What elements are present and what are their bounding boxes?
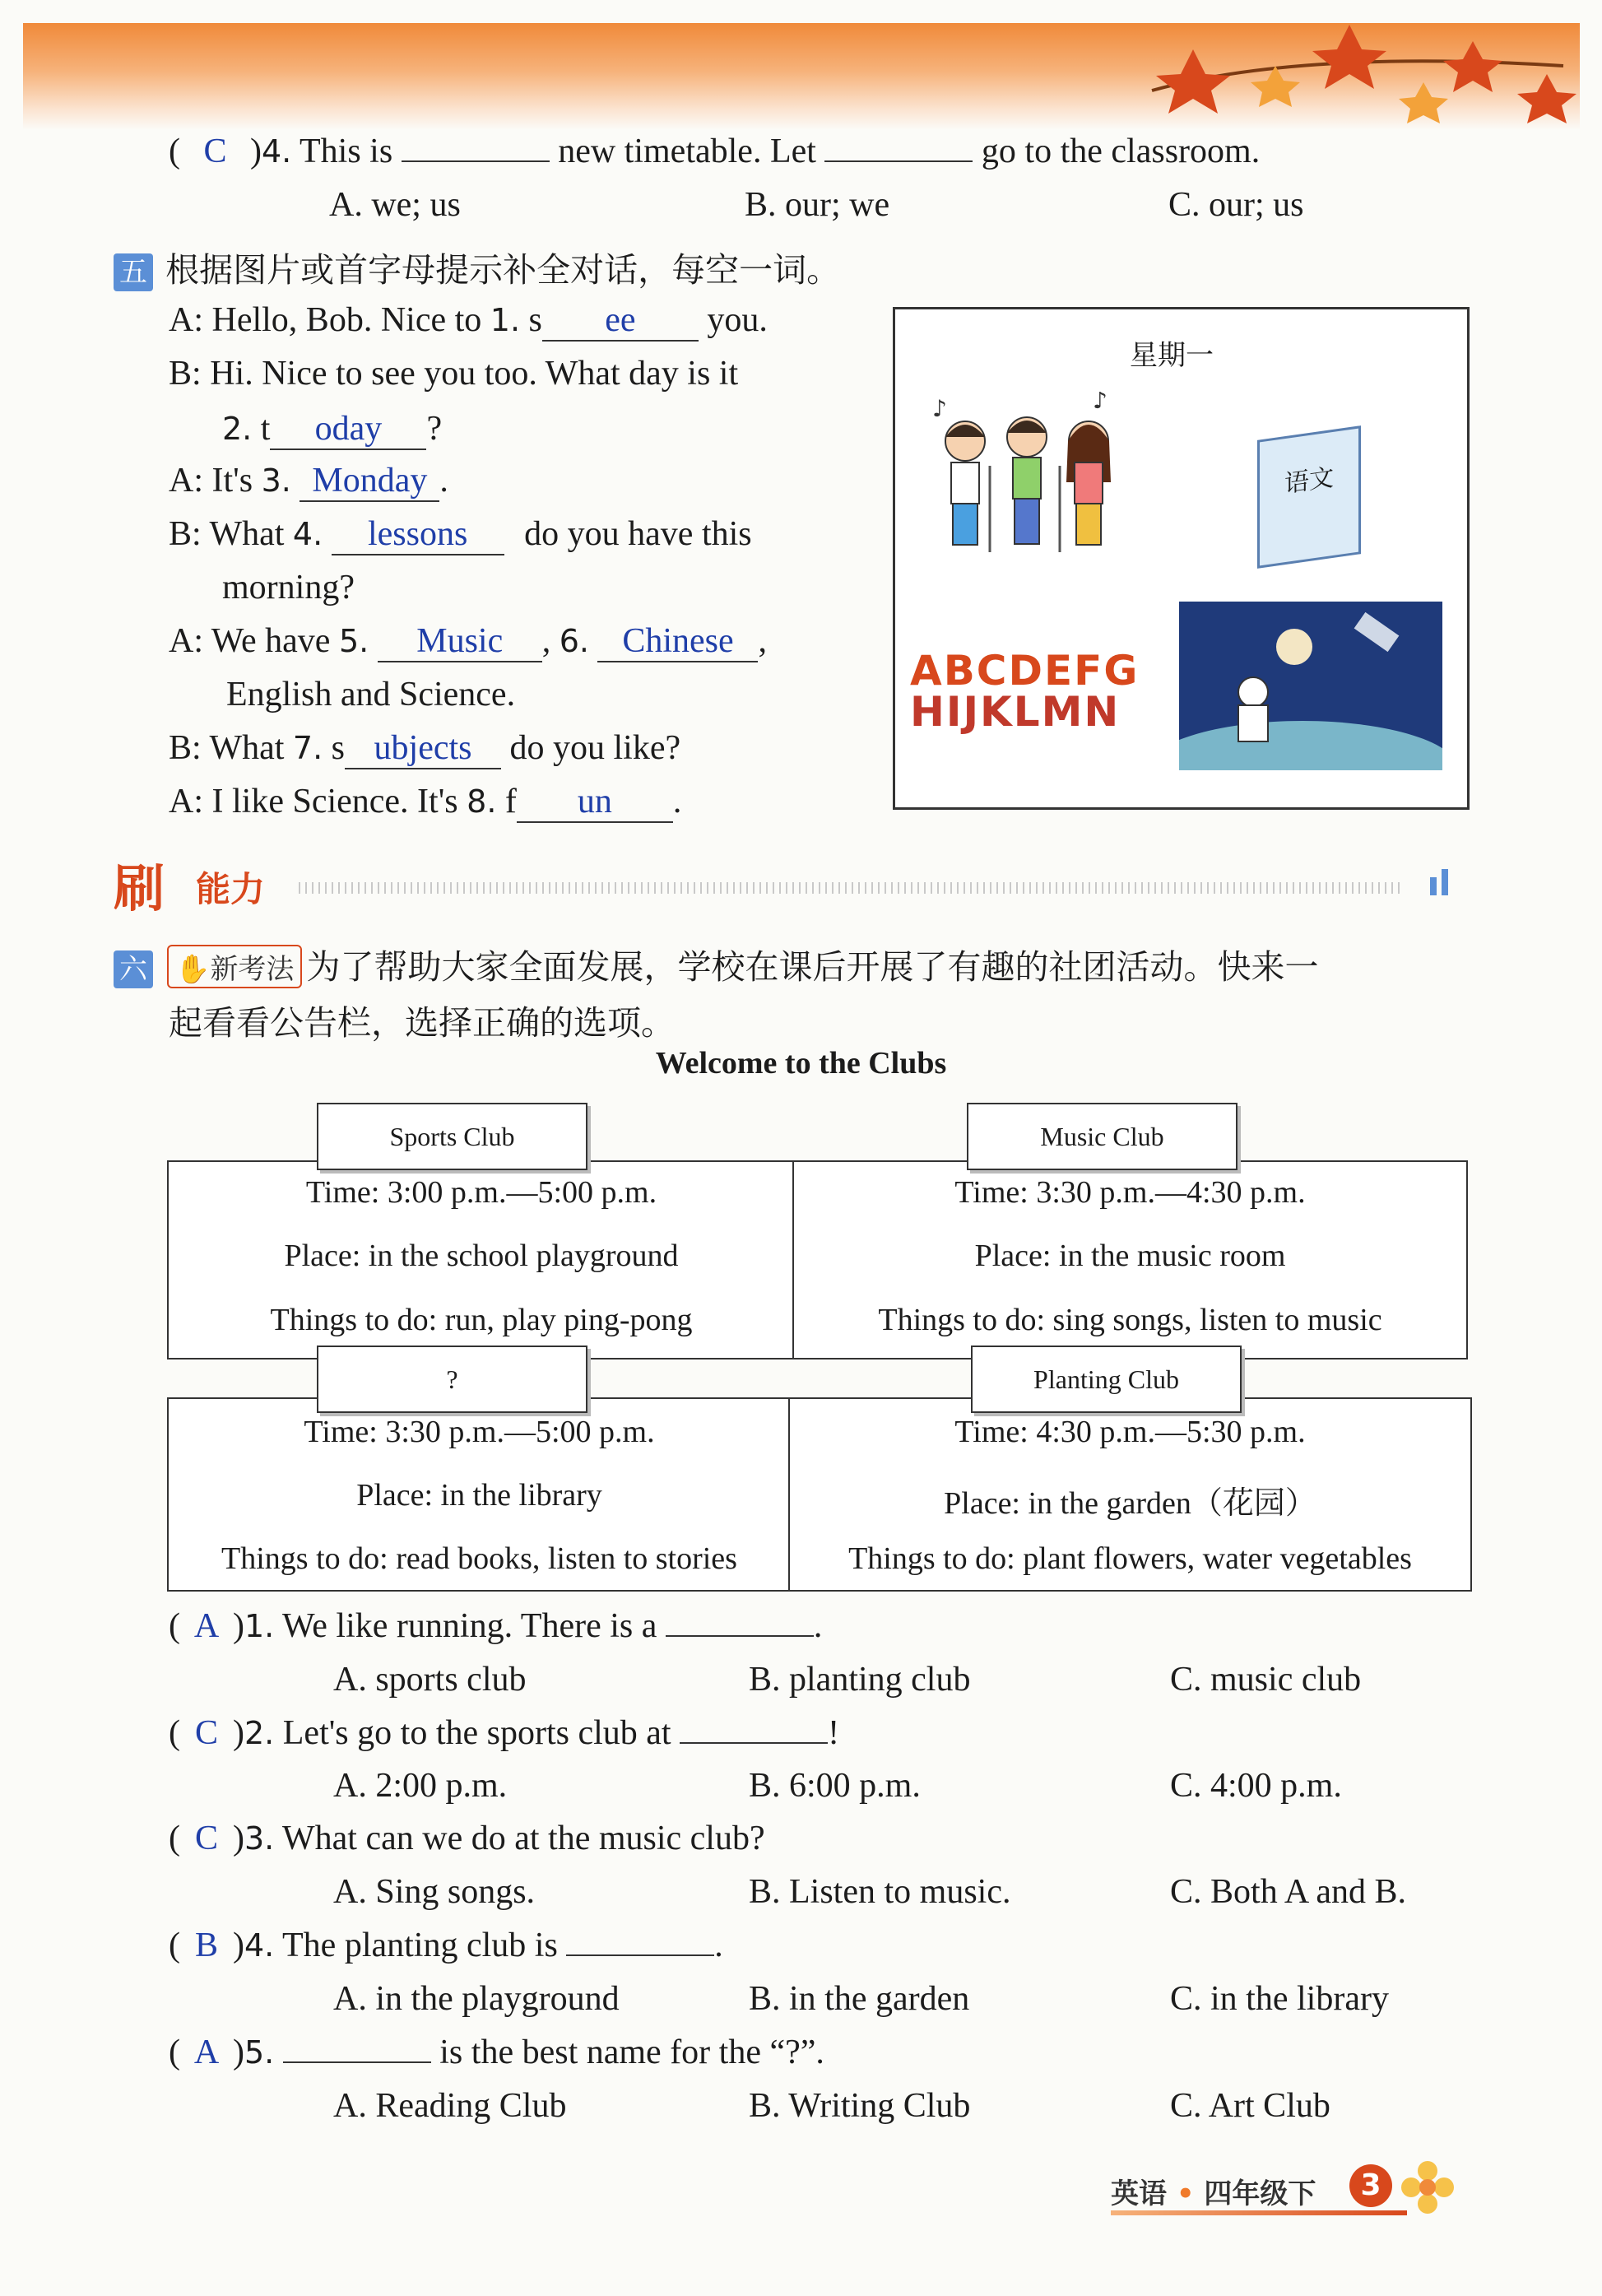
dialogue-line-3: 2. t oday ? [222,409,442,450]
ability-divider [114,848,1463,918]
question-4: ( B )4. The planting club is . [169,1927,723,1964]
dialogue-line-9: B: What 7. s ubjects do you like? [169,728,680,769]
q5-option-a: A. Reading Club [333,2087,567,2125]
answer-blank: un [517,782,673,823]
weekday-label: 星期一 [1130,339,1214,372]
singing-children-illustration [928,392,1134,556]
dialogue-line-7: A: We have 5. Music , 6. Chinese , [169,621,767,662]
board-title: Welcome to the Clubs [655,1046,947,1081]
section-5-header [114,243,840,291]
q4-option-a: A. in the playground [333,1980,620,2018]
answer-blank: ee [542,300,699,342]
q3-option-c: C. Both A and B. [1170,1873,1407,1911]
question-1: ( A )1. We like running. There is a . [169,1607,823,1645]
q2-option-c: C. 4:00 p.m. [1170,1767,1342,1805]
q4-option-c: C. in the library [1170,1980,1389,2018]
new-method-tag: ✋新考法 [167,945,302,988]
answer-blank: Chinese [597,621,758,662]
answer-blank: Music [378,621,542,662]
footer-rule [1111,2210,1407,2215]
ability-label: 能力 [196,869,266,909]
q5-option-c: C. Art Club [1170,2087,1330,2125]
question-3: ( C )3. What can we do at the music club? [169,1820,765,1857]
section-badge: 六 [114,950,153,988]
alphabet-illustration: ABCDEFG HIJKLMN [910,647,1140,736]
ability-icon: 刷 [114,858,165,918]
dialogue-line-2: B: Hi. Nice to see you too. What day is it [169,355,739,393]
svg-text:♪: ♪ [932,395,947,422]
picture-panel [893,307,1470,810]
club-tab-music: Music Club [967,1103,1237,1170]
q1-option-b: B. planting club [749,1661,971,1699]
flower-icon [1395,2154,1460,2220]
answer-mark: A [193,2033,220,2071]
option-c: C. our; us [1168,186,1304,224]
svg-text:♪: ♪ [1093,392,1107,414]
page-number: 3 [1349,2164,1392,2207]
answer-mark: C [203,132,227,170]
answer-blank: Monday [300,461,439,502]
answer-blank: oday [270,409,426,450]
section-title: 根据图片或首字母提示补全对话，每空一词。 [165,250,841,290]
club-tab-planting: Planting Club [971,1346,1242,1413]
section-title-line2: 起看看公告栏，选择正确的选项。 [169,1003,675,1043]
club-card-unknown: Time: 3:30 p.m.—5:00 p.m. Place: in the library Things to do: read books, listen to stories [167,1397,792,1592]
chinese-book-illustration: 语文 [1257,425,1361,569]
club-card-planting: Time: 4:30 p.m.—5:30 p.m. Place: in the garden（花园） Things to do: plant flowers, water vegetables [788,1397,1472,1592]
answer-blank: lessons [332,514,504,555]
prev-question-4: ( C )4. This is new timetable. Let go to the classroom. [169,132,1261,170]
club-tab-unknown: ? [317,1346,587,1413]
q4-option-b: B. in the garden [749,1980,970,2018]
question-5: ( A )5. is the best name for the “?”. [169,2033,824,2071]
option-b: B. our; we [745,186,890,224]
answer-mark: B [194,1927,218,1964]
q3-option-a: A. Sing songs. [333,1873,536,1911]
dialogue-line-10: A: I like Science. It's 8. f un . [169,782,681,823]
answer-blank: ubjects [345,728,501,769]
answer-mark: C [194,1820,218,1857]
dialogue-line-6: morning? [222,569,355,607]
club-tab-sports: Sports Club [317,1103,587,1170]
option-a: A. we; us [329,186,461,224]
maple-leaves-decoration [1135,16,1596,132]
bar-icon [1430,877,1437,895]
footer-label: 英语 • 四年级下 [1111,2177,1316,2210]
dialogue-line-8: English and Science. [226,676,516,713]
section-title-line1: 为了帮助大家全面发展，学校在课后开展了有趣的社团活动。快来一 [306,947,1319,987]
q1-option-c: C. music club [1170,1661,1362,1699]
answer-mark: C [194,1714,218,1752]
dialogue-line-1: A: Hello, Bob. Nice to 1. s ee you. [169,300,768,342]
q2-option-a: A. 2:00 p.m. [333,1767,508,1805]
space-astronaut-illustration [1179,602,1442,770]
answer-mark: A [193,1607,220,1645]
q5-option-b: B. Writing Club [749,2087,971,2125]
section-6-header [114,940,1471,988]
club-card-music: Time: 3:30 p.m.—4:30 p.m. Place: in the music room Things to do: sing songs, listen to music [792,1160,1468,1359]
dialogue-line-5: B: What 4. lessons do you have this [169,514,752,555]
q1-option-a: A. sports club [333,1661,527,1699]
q2-option-b: B. 6:00 p.m. [749,1767,921,1805]
divider-rule [299,882,1401,894]
club-card-sports: Time: 3:00 p.m.—5:00 p.m. Place: in the school playground Things to do: run, play ping-pong [167,1160,796,1359]
dialogue-line-4: A: It's 3. Monday . [169,461,448,502]
q3-option-b: B. Listen to music. [749,1873,1011,1911]
section-badge: 五 [114,253,153,291]
question-2: ( C )2. Let's go to the sports club at ! [169,1714,840,1752]
